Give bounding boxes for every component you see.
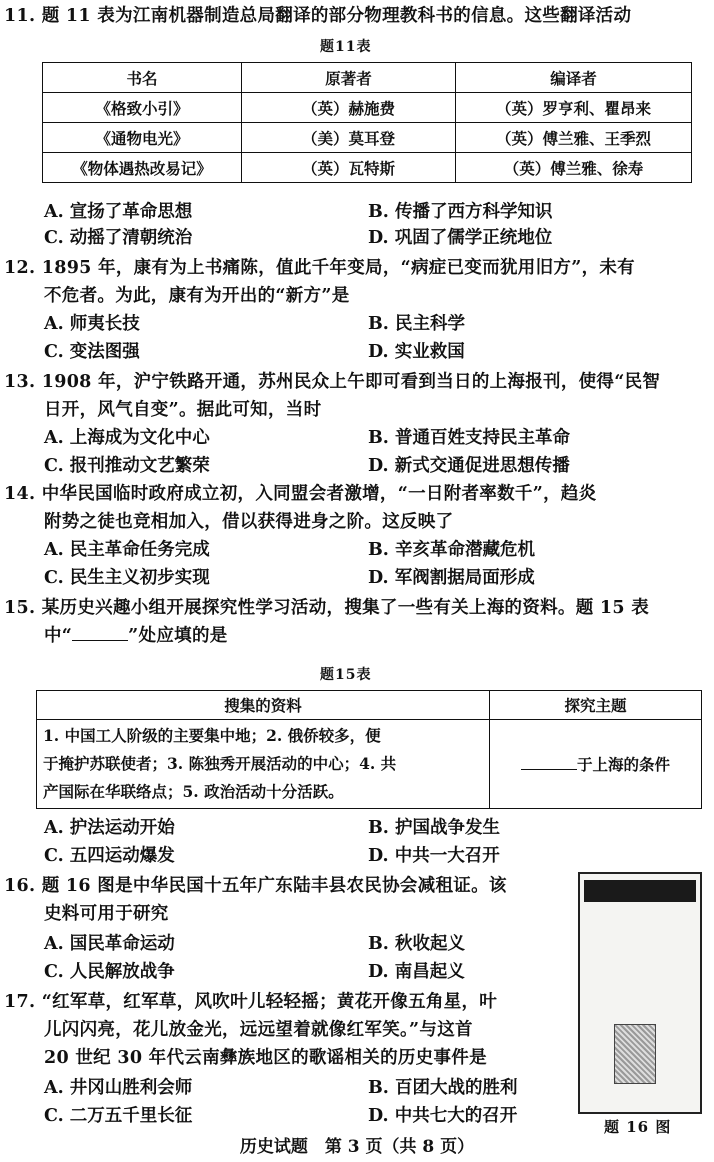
q11-option-a: A. 宣扬了革命思想 [44,202,193,222]
q15-stem-line1: 15. 某历史兴趣小组开展探究性学习活动，搜集了一些有关上海的资料。题 15 表 [4,598,650,618]
table-cell: （英）赫施费 [242,93,456,123]
q11-stem: 11. 题 11 表为江南机器制造总局翻译的部分物理教科书的信息。这些翻译活动 [4,6,632,26]
table-cell: 《物体遇热改易记》 [43,153,242,183]
q15-option-d: D. 中共一大召开 [368,846,500,866]
table-header: 书名 [43,63,242,93]
q15-table-caption: 题15表 [320,667,372,683]
q13-option-d: D. 新式交通促进思想传播 [368,456,570,476]
table-header: 原著者 [242,63,456,93]
q12-option-d: D. 实业救国 [368,342,465,362]
table-header: 探究主题 [490,691,702,720]
topic-cell [490,720,702,809]
q17-option-b: B. 百团大战的胜利 [368,1078,518,1098]
q17-option-c: C. 二万五千里长征 [44,1106,193,1126]
table-header-row [37,691,702,720]
q17-option-d: D. 中共七大的召开 [368,1106,518,1126]
answer-blank [72,626,128,641]
answer-blank [521,755,577,770]
q14-option-c: C. 民生主义初步实现 [44,568,210,588]
q12-stem-line2: 不危者。为此，康有为开出的“新方”是 [44,286,350,306]
q17-stem-line3: 20 世纪 30 年代云南彝族地区的歌谣相关的历史事件是 [44,1048,487,1068]
q16-option-b: B. 秋收起义 [368,934,465,954]
q15-option-c: C. 五四运动爆发 [44,846,175,866]
q15-option-a: A. 护法运动开始 [44,818,175,838]
q13-option-a: A. 上海成为文化中心 [44,428,210,448]
q12-stem-line1: 12. 1895 年，康有为上书痛陈，值此千年变局，“病症已变而犹用旧方”，未有 [4,258,635,278]
q14-option-a: A. 民主革命任务完成 [44,540,210,560]
q13-option-c: C. 报刊推动文艺繁荣 [44,456,210,476]
material-line: 1. 中国工人阶级的主要集中地；2. 俄侨较多，便 [43,726,381,745]
q15-stem-line2 [44,624,228,648]
table-header: 搜集的资料 [37,691,490,720]
table-cell: （英）傅兰雅、王季烈 [456,123,692,153]
q11-option-b: B. 传播了西方科学知识 [368,202,553,222]
q17-option-a: A. 井冈山胜利会师 [44,1078,193,1098]
q11-table-caption: 题11表 [320,39,372,55]
certificate-seal [614,1024,656,1084]
q16-stem-line2: 史料可用于研究 [44,904,169,924]
q16-option-a: A. 国民革命运动 [44,934,175,954]
q15-stem-suffix: ”处应填的是 [128,626,228,646]
q12-option-c: C. 变法图强 [44,342,140,362]
q16-option-c: C. 人民解放战争 [44,962,175,982]
q13-stem-line2: 日开，风气自变”。据此可知，当时 [44,400,322,420]
table-cell: 《格致小引》 [43,93,242,123]
q15-stem-prefix: 中“ [44,626,73,646]
table-cell: （英）傅兰雅、徐寿 [456,153,692,183]
q11-option-c: C. 动摇了清朝统治 [44,228,193,248]
q13-stem-line1: 13. 1908 年，沪宁铁路开通，苏州民众上午即可看到当日的上海报刊，使得“民智 [4,372,661,392]
table-header: 编译者 [456,63,692,93]
table-row [43,123,692,153]
q16-stem-line1: 16. 题 16 图是中华民国十五年广东陆丰县农民协会减租证。该 [4,876,507,896]
table-cell: 《通物电光》 [43,123,242,153]
table-row [43,93,692,123]
q15-option-b: B. 护国战争发生 [368,818,500,838]
q16-figure-caption: 题 16 图 [604,1118,672,1136]
page-footer: 历史试题 第 3 页（共 8 页） [239,1137,475,1157]
q14-option-d: D. 军阀割据局面形成 [368,568,535,588]
table-cell: （英）瓦特斯 [242,153,456,183]
q16-option-d: D. 南昌起义 [368,962,465,982]
certificate-header-band [584,880,696,902]
q14-stem-line2: 附势之徒也竞相加入，借以获得进身之阶。这反映了 [44,512,454,532]
q11-option-d: D. 巩固了儒学正统地位 [368,228,553,248]
rent-reduction-certificate-image [578,872,702,1114]
material-line: 于掩护苏联使者；3. 陈独秀开展活动的中心；4. 共 [43,754,397,773]
materials-cell [37,720,490,809]
q13-option-b: B. 普通百姓支持民主革命 [368,428,570,448]
material-line: 产国际在华联络点；5. 政治活动十分活跃。 [43,782,344,801]
q12-option-a: A. 师夷长技 [44,314,140,334]
table-cell: （英）罗亨利、瞿昂来 [456,93,692,123]
table-header-row [43,63,692,93]
table-cell: （美）莫耳登 [242,123,456,153]
q14-stem-line1: 14. 中华民国临时政府成立初，入同盟会者激增，“一日附者率数千”，趋炎 [4,484,597,504]
q17-stem-line2: 儿闪闪亮，花儿放金光，远远望着就像红军笑。”与这首 [44,1020,473,1040]
table-row [43,153,692,183]
topic-text: 于上海的条件 [576,755,670,774]
q17-stem-line1: 17. “红军草，红军草，风吹叶儿轻轻摇；黄花开像五角星，叶 [4,992,498,1012]
q12-option-b: B. 民主科学 [368,314,465,334]
q14-option-b: B. 辛亥革命潜藏危机 [368,540,535,560]
table-row [37,720,702,809]
q15-table [36,690,702,809]
q11-table [42,62,692,183]
